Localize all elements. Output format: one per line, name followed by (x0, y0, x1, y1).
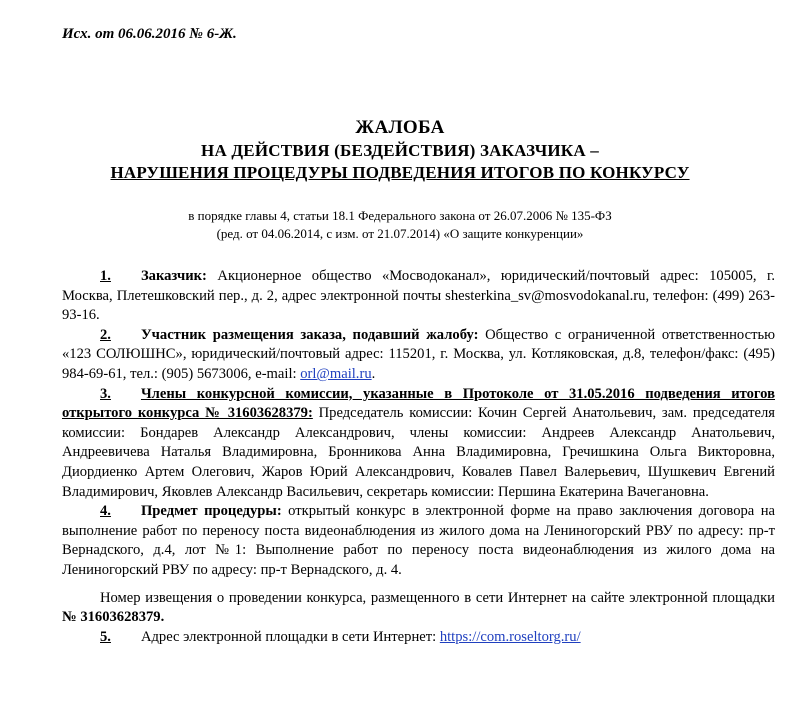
section-heading: Предмет процедуры: (140, 503, 282, 520)
outgoing-number: Исх. от 06.06.2016 № 6-Ж. (62, 26, 237, 42)
section-heading: Заказчик: (140, 268, 207, 284)
section-heading: Участник размещения заказа, подавший жалобу: (140, 326, 479, 343)
notice-number: № 31603628379. (62, 609, 165, 626)
section-applicant (62, 326, 775, 385)
section-number: 4. (100, 503, 111, 520)
section-text: Акционерное общество «Мосводоканал», юридический/почтовый адрес: 105005, г. Москва, Плетешковский пер., д. 2, адрес электронной почты shesterkina_sv@mosvodokanal.ru, телефон: (499) 263-93-16. (62, 268, 776, 324)
section-notice (62, 589, 775, 628)
section-subject (62, 502, 775, 580)
section-text: Общество с ограниченной ответственностью «123 СОЛЮШНС», юридический/почтовый адрес: 115201, г. Москва, ул. Котляковская, д.8, телефон/факс: (495) 984-69-61, тел.: (905) 5673006, e-mail: (62, 326, 776, 382)
section-text-end: . (371, 365, 376, 382)
section-heading: Члены конкурсной комиссии, указанные в Протоколе от 31.05.2016 подведения итогов открытого конкурса № 31603628379: (62, 385, 775, 422)
section-number: 5. (100, 628, 111, 645)
title-block (0, 116, 800, 184)
section-number: 2. (100, 326, 111, 343)
legal-basis-line-1: в порядке главы 4, статьи 18.1 Федерального закона от 26.07.2006 № 135-ФЗ (188, 208, 612, 223)
section-number: 1. (100, 268, 111, 284)
applicant-email-link[interactable]: orl@mail.ru (300, 365, 372, 382)
platform-link[interactable]: https://com.roseltorg.ru/ (439, 628, 581, 645)
document-title: ЖАЛОБА (355, 117, 445, 138)
notice-text: Номер извещения о проведении конкурса, размещенного в сети Интернет на сайте электронной площадки (100, 589, 775, 606)
section-text: открытый конкурс в электронной форме на право заключения договора на выполнение работ по переносу поста видеонаблюдения из жилого дома на Лениногорский РВУ по адресу: пр-т Вернадского, д.4, лот №1: Выполнение работ по переносу поста видеонаблюдения из жилого дома на Лениногорский РВУ по адресу: пр-т Вернадского, д. 4. (62, 503, 776, 578)
section-text: Председатель комиссии: Кочин Сергей Анатольевич, зам. председателя комиссии: Бондарев Александр Александрович, члены комиссии: Андреев Александр Анатольевич, Андреевичева Наталья Владимировна, Бронникова Анна Владимировна, Гречишкина Ольга Викторовна, Диордиенко Артем Олегович, Жаров Юрий Александрович, Ковалев Павел Валерьевич, Шушкевич Евгений Владимирович, Яковлев Александр Васильевич, секретарь комиссии: Першина Екатерина Вачегановна. (62, 405, 775, 500)
legal-basis-line-2: (ред. от 04.06.2014, с изм. от 21.07.2014) «О защите конкуренции» (216, 226, 584, 241)
legal-basis (0, 207, 800, 243)
section-number: 3. (100, 385, 111, 402)
document-subtitle-1: НА ДЕЙСТВИЯ (БЕЗДЕЙСТВИЯ) ЗАКАЗЧИКА – (201, 141, 599, 160)
section-platform (62, 628, 775, 648)
section-commission (62, 385, 775, 503)
section-text: Адрес электронной площадки в сети Интернет: (140, 628, 437, 645)
section-customer (62, 267, 775, 326)
document-subtitle-2: НАРУШЕНИЯ ПРОЦЕДУРЫ ПОДВЕДЕНИЯ ИТОГОВ ПО КОНКУРСУ (110, 163, 690, 182)
complaint-body (62, 267, 775, 647)
